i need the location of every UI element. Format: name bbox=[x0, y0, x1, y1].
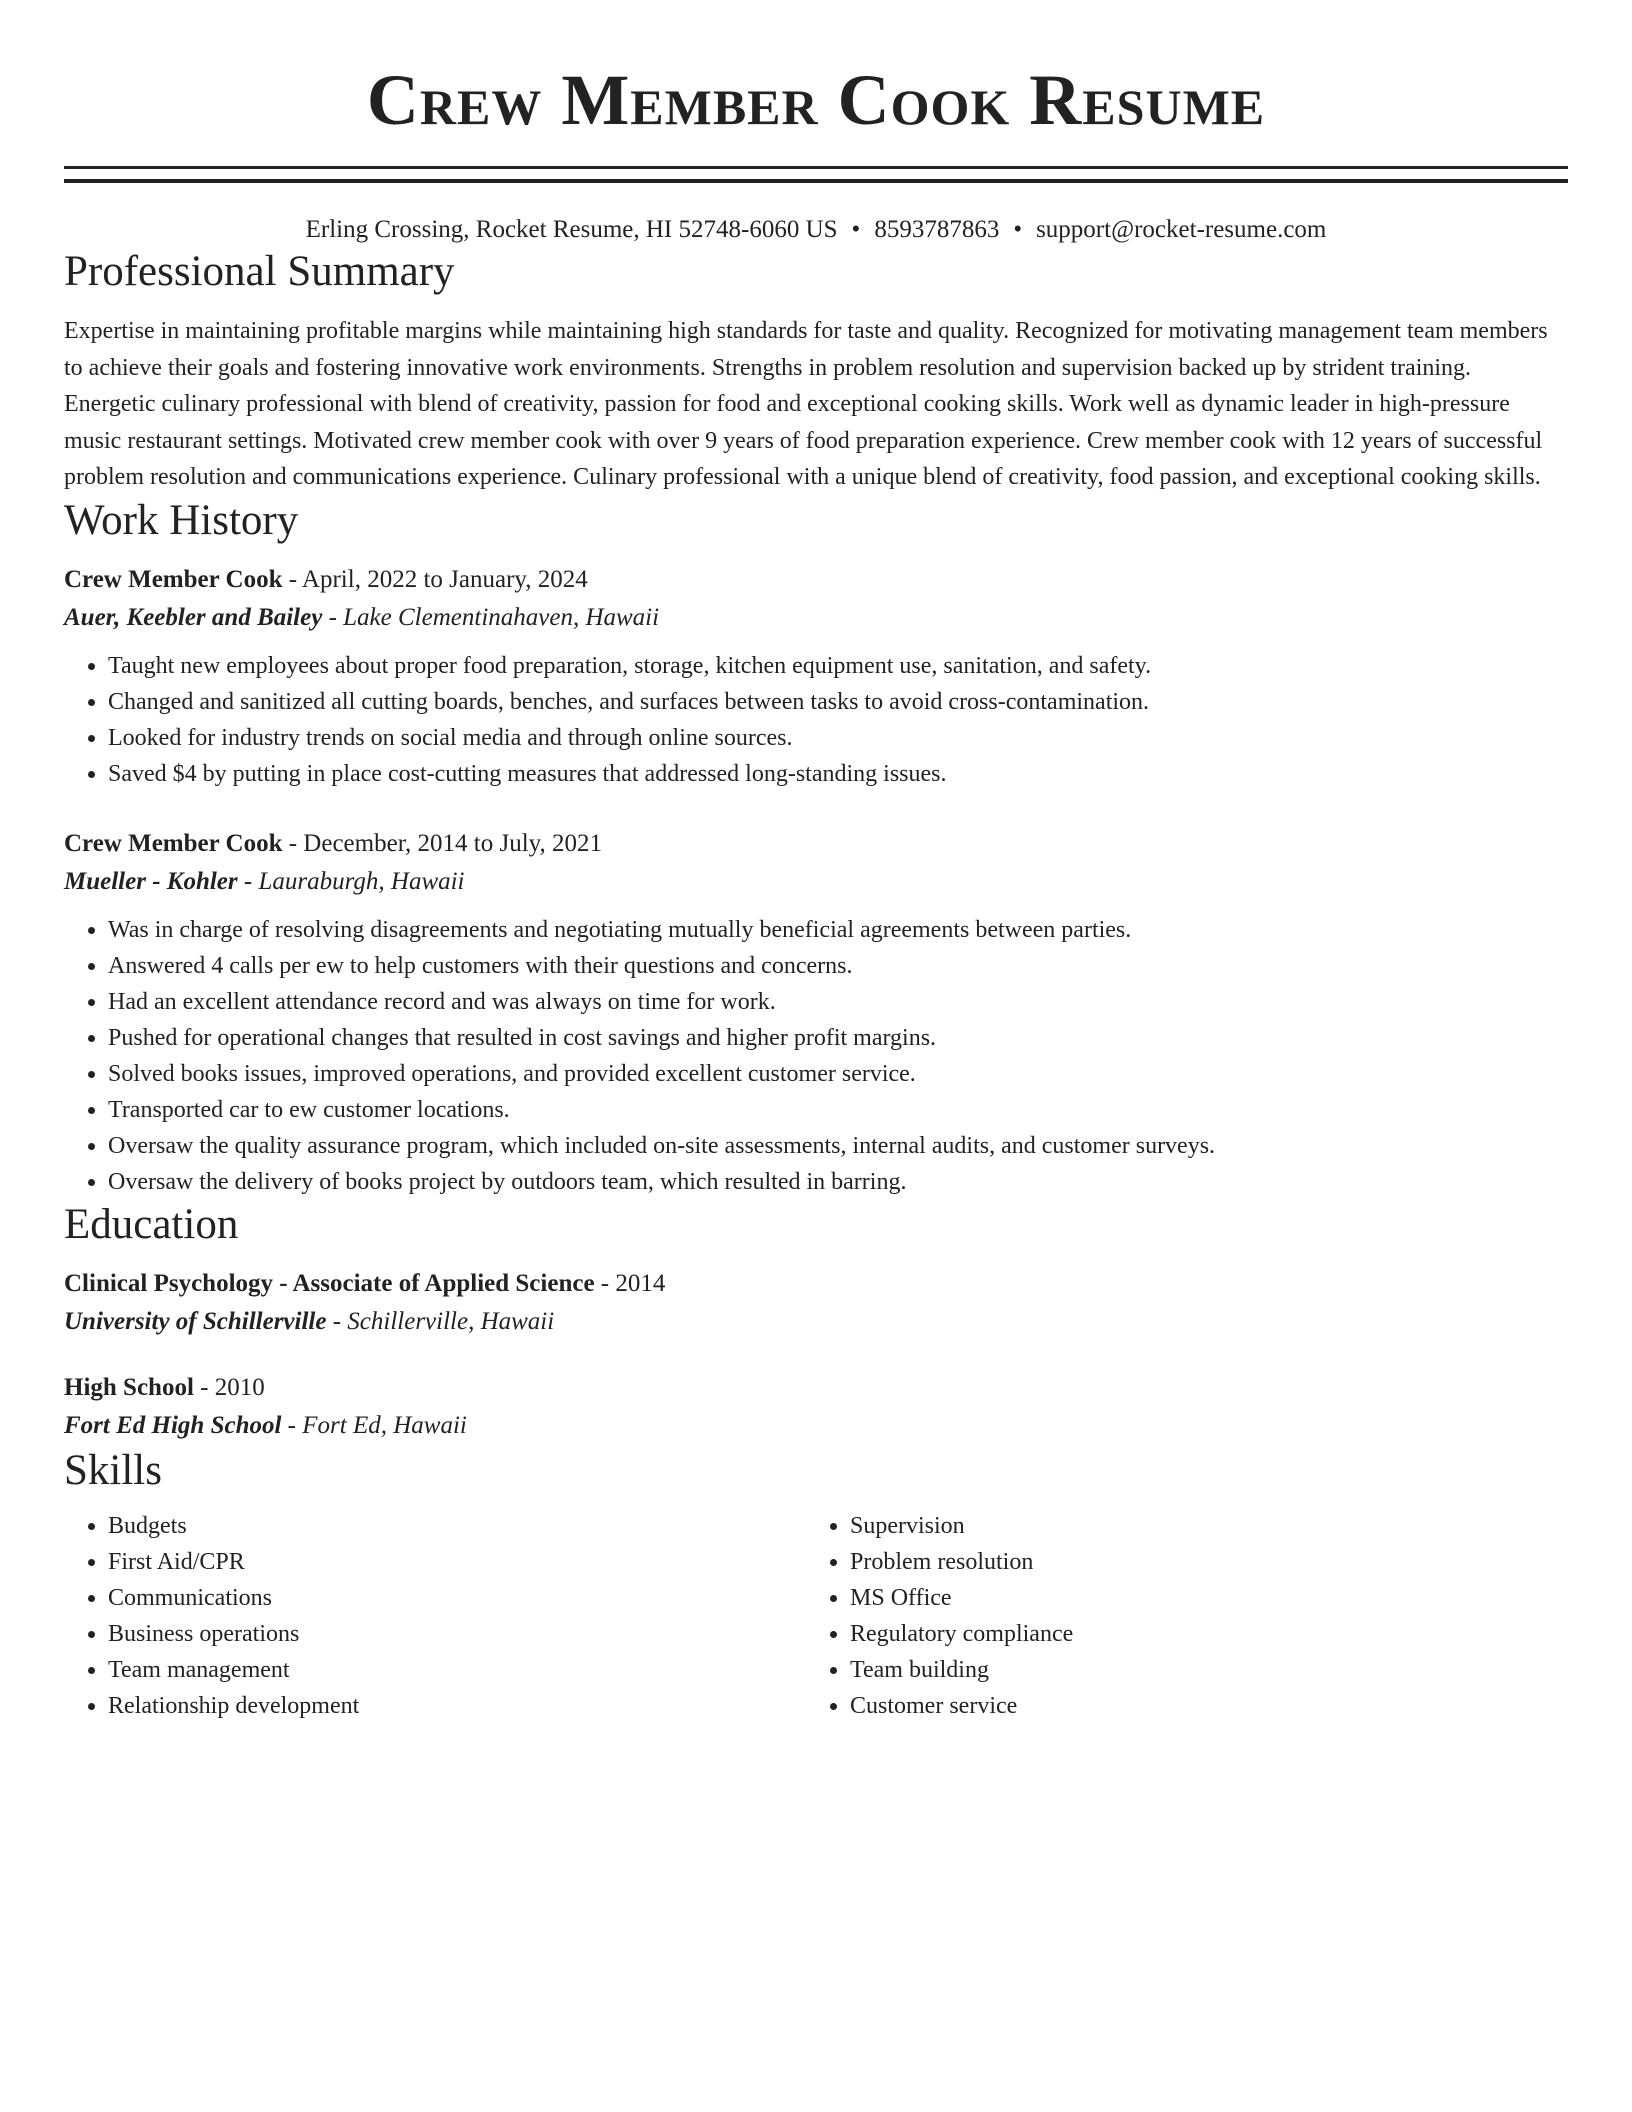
list-item: • Transported car to ew customer locations. bbox=[108, 1092, 1568, 1128]
list-item: • Oversaw the delivery of books project by outdoors team, which resulted in barring. bbox=[108, 1164, 1568, 1200]
resume-title: Crew Member Cook Resume bbox=[366, 60, 1266, 140]
list-item: • Had an excellent attendance record and was always on time for work. bbox=[108, 984, 1568, 1020]
education-degree: Clinical Psychology - Associate of Applied Science bbox=[64, 1269, 595, 1297]
job-dates: - December, 2014 to July, 2021 bbox=[282, 829, 603, 857]
skill-item: • Team management bbox=[108, 1652, 806, 1688]
education-degree: High School bbox=[64, 1373, 194, 1401]
job-entry bbox=[64, 826, 1568, 1200]
job-company-line bbox=[64, 598, 1568, 638]
job-title-line bbox=[64, 562, 1568, 598]
job-bullets bbox=[64, 648, 1568, 792]
job-bullets bbox=[64, 912, 1568, 1200]
job-location: - Lake Clementinahaven, Hawaii bbox=[322, 603, 660, 631]
job-dates: - April, 2022 to January, 2024 bbox=[282, 565, 588, 593]
title-divider bbox=[64, 166, 1568, 183]
skills-list bbox=[64, 1508, 1568, 1724]
list-item: • Oversaw the quality assurance program, which included on-site assessments, internal audits, and customer surveys. bbox=[108, 1128, 1568, 1164]
job-company: Auer, Keebler and Bailey bbox=[64, 603, 323, 631]
summary-heading: Professional Summary bbox=[64, 248, 455, 295]
education-year: - 2014 bbox=[594, 1269, 666, 1297]
education-location: - Schillerville, Hawaii bbox=[326, 1307, 555, 1335]
list-item: • Taught new employees about proper food preparation, storage, kitchen equipment use, sanitation, and safety. bbox=[108, 648, 1568, 684]
skill-item: • First Aid/CPR bbox=[108, 1544, 806, 1580]
skill-item: • Communications bbox=[108, 1580, 806, 1616]
list-item: • Looked for industry trends on social media and through online sources. bbox=[108, 720, 1568, 756]
education-entry bbox=[64, 1370, 1568, 1446]
job-location: - Lauraburgh, Hawaii bbox=[237, 867, 465, 895]
work-history-heading: Work History bbox=[64, 496, 299, 544]
skill-item: • Regulatory compliance bbox=[850, 1616, 1548, 1652]
education-location: - Fort Ed, Hawaii bbox=[281, 1411, 467, 1439]
education-school-line bbox=[64, 1302, 1568, 1342]
skills-column-left bbox=[64, 1508, 806, 1724]
education-year: - 2010 bbox=[193, 1373, 265, 1401]
contact-address: Erling Crossing, Rocket Resume, HI 52748-6060 US bbox=[305, 216, 838, 243]
list-item: • Saved $4 by putting in place cost-cutting measures that addressed long-standing issues. bbox=[108, 756, 1568, 792]
contact-line bbox=[64, 213, 1568, 247]
contact-email: support@rocket-resume.com bbox=[1036, 216, 1327, 243]
skill-item: • Supervision bbox=[850, 1508, 1548, 1544]
education-entry bbox=[64, 1266, 1568, 1342]
contact-phone: 8593787863 bbox=[874, 216, 1000, 243]
job-title: Crew Member Cook bbox=[64, 829, 283, 857]
skill-item: • Team building bbox=[850, 1652, 1548, 1688]
education-school: Fort Ed High School bbox=[64, 1411, 282, 1439]
education-heading: Education bbox=[64, 1200, 239, 1248]
skill-item: • Problem resolution bbox=[850, 1544, 1548, 1580]
education-degree-line bbox=[64, 1266, 1568, 1302]
contact-separator: • bbox=[1013, 216, 1023, 243]
list-item: • Solved books issues, improved operations, and provided excellent customer service. bbox=[108, 1056, 1568, 1092]
skill-item: • MS Office bbox=[850, 1580, 1548, 1616]
skills-heading: Skills bbox=[64, 1446, 162, 1494]
job-title-line bbox=[64, 826, 1568, 862]
job-title: Crew Member Cook bbox=[64, 565, 283, 593]
job-company: Mueller - Kohler bbox=[64, 867, 238, 895]
skill-item: • Customer service bbox=[850, 1688, 1548, 1724]
contact-separator: • bbox=[851, 216, 861, 243]
education-degree-line bbox=[64, 1370, 1568, 1406]
list-item: • Answered 4 calls per ew to help customers with their questions and concerns. bbox=[108, 948, 1568, 984]
summary-text: Expertise in maintaining profitable margins while maintaining high standards for taste and quality. Recognized for motivating management team members to achieve their goals and fostering innovative work environments. Strengths in problem resolution and supervision backed up by strident training. Energetic culinary professional with blend of creativity, passion for food and exceptional cooking skills. Work well as dynamic leader in high-pressure music restaurant settings. Motivated crew member cook with over 9 years of food preparation experience. Crew member cook with 12 years of successful problem resolution and communications experience. Culinary professional with a unique blend of creativity, food passion, and exceptional cooking skills. bbox=[64, 318, 1548, 490]
skills-column-right bbox=[806, 1508, 1548, 1724]
education-school-line bbox=[64, 1406, 1568, 1446]
skill-item: • Budgets bbox=[108, 1508, 806, 1544]
list-item: • Was in charge of resolving disagreements and negotiating mutually beneficial agreements between parties. bbox=[108, 912, 1568, 948]
job-company-line bbox=[64, 862, 1568, 902]
education-school: University of Schillerville bbox=[64, 1307, 327, 1335]
list-item: • Pushed for operational changes that resulted in cost savings and higher profit margins. bbox=[108, 1020, 1568, 1056]
skill-item: • Relationship development bbox=[108, 1688, 806, 1724]
list-item: • Changed and sanitized all cutting boards, benches, and surfaces between tasks to avoid cross-contamination. bbox=[108, 684, 1568, 720]
skill-item: • Business operations bbox=[108, 1616, 806, 1652]
job-entry bbox=[64, 562, 1568, 792]
